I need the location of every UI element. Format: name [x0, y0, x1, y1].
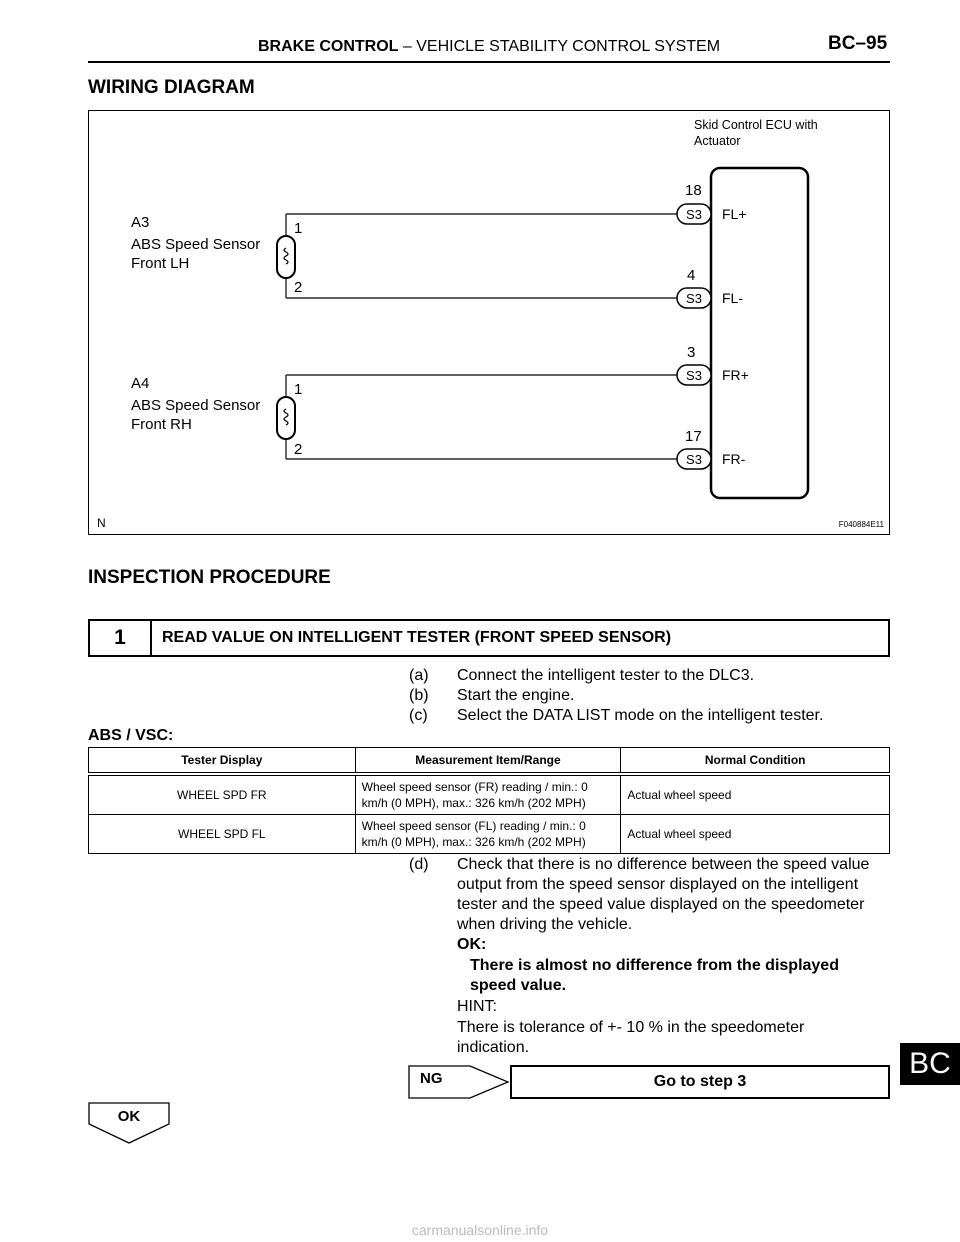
diagram-corner-mark: N	[97, 516, 106, 530]
ok-flow-label: OK	[117, 1108, 141, 1125]
cell-measurement-item	[355, 774, 621, 815]
wiring-diagram	[88, 110, 890, 535]
list-item-label: (c)	[409, 707, 428, 724]
speed-sensor-lh-icon	[277, 236, 295, 278]
data-list-table	[88, 747, 890, 854]
inspection-heading: INSPECTION PROCEDURE	[88, 567, 331, 588]
terminal-fl-minus-signal: FL-	[722, 290, 743, 306]
go-to-step-button[interactable]: Go to step 3	[510, 1065, 890, 1099]
figure-id: F040884E11	[838, 520, 884, 529]
step-title: READ VALUE ON INTELLIGENT TESTER (FRONT SPEED SENSOR)	[162, 629, 672, 646]
terminal-fr-plus-connector: S3	[686, 368, 702, 383]
table-row	[89, 815, 890, 854]
wiring-diagram-svg	[89, 111, 889, 534]
list-item-text: Start the engine.	[457, 687, 575, 704]
list-item-label: (a)	[409, 667, 429, 684]
sensor-rh-pin1: 1	[294, 381, 303, 398]
list-item-label: (d)	[409, 856, 429, 873]
header-title	[258, 38, 720, 56]
speed-sensor-rh-icon	[277, 397, 295, 439]
column-header: Normal Condition	[621, 748, 890, 775]
terminal-fl-plus-connector: S3	[686, 207, 702, 222]
sensor-lh-name-line1: ABS Speed Sensor	[131, 236, 261, 253]
ecu-label-line1: Skid Control ECU with	[694, 118, 818, 132]
cell-measurement-line2: km/h (0 MPH), max.: 326 km/h (202 MPH)	[361, 835, 586, 849]
terminal-fl-minus-connector: S3	[686, 291, 702, 306]
table-header-row	[89, 748, 890, 775]
section-tab: BC	[900, 1043, 960, 1085]
list-item	[409, 706, 823, 726]
sensor-rh-name-line2: Front RH	[131, 416, 192, 433]
cell-normal-condition: Actual wheel speed	[621, 774, 890, 815]
header-section: BRAKE CONTROL	[258, 38, 399, 55]
list-item	[409, 686, 574, 706]
terminal-fl-plus-pin: 18	[685, 182, 702, 199]
cell-tester-display: WHEEL SPD FR	[89, 774, 356, 815]
terminal-fr-minus-pin: 17	[685, 428, 702, 445]
wiring-diagram-heading: WIRING DIAGRAM	[88, 77, 255, 98]
list-item-label: (b)	[409, 687, 429, 704]
terminal-fr-minus-connector: S3	[686, 452, 702, 467]
hint-label: HINT:	[457, 998, 497, 1015]
header-rule	[88, 61, 890, 63]
hint-text: There is tolerance of +- 10 % in the speedometer indication.	[457, 1019, 805, 1056]
step-number: 1	[90, 621, 152, 655]
step-header	[88, 619, 890, 657]
list-item-text: Select the DATA LIST mode on the intelligent tester.	[457, 707, 824, 724]
watermark: carmanualsonline.info	[411, 1222, 549, 1238]
list-item-text: Connect the intelligent tester to the DLC3.	[457, 667, 755, 684]
sensor-rh-code: A4	[131, 375, 150, 392]
terminal-fl-minus-pin: 4	[687, 267, 696, 284]
sensor-rh-pin2: 2	[294, 441, 303, 458]
table-row	[89, 774, 890, 815]
cell-measurement-item	[355, 815, 621, 854]
ok-criteria: There is almost no difference from the displayed speed value.	[470, 957, 839, 994]
list-item	[409, 666, 754, 686]
table-label: ABS / VSC:	[88, 727, 174, 744]
cell-measurement-line2: km/h (0 MPH), max.: 326 km/h (202 MPH)	[361, 796, 586, 810]
sensor-lh-name-line2: Front LH	[131, 255, 190, 272]
cell-measurement-line1: Wheel speed sensor (FR) reading / min.: 0	[361, 780, 588, 794]
ecu-label-line2: Actuator	[694, 134, 741, 148]
column-header: Tester Display	[89, 748, 356, 775]
ng-label: NG	[420, 1070, 443, 1087]
terminal-fr-plus-pin: 3	[687, 344, 696, 361]
sensor-lh-code: A3	[131, 214, 150, 231]
header-separator: –	[402, 38, 412, 55]
terminal-fl-plus-signal: FL+	[722, 206, 747, 222]
list-item-d	[409, 855, 879, 935]
page-number: BC–95	[828, 33, 888, 54]
terminal-fr-plus-signal: FR+	[722, 367, 749, 383]
ok-label: OK:	[457, 936, 487, 953]
sensor-lh-pin1: 1	[294, 220, 303, 237]
sensor-rh-name-line1: ABS Speed Sensor	[131, 397, 261, 414]
cell-normal-condition: Actual wheel speed	[621, 815, 890, 854]
column-header: Measurement Item/Range	[355, 748, 621, 775]
cell-tester-display: WHEEL SPD FL	[89, 815, 356, 854]
cell-measurement-line1: Wheel speed sensor (FL) reading / min.: 0	[361, 819, 586, 833]
list-item-text: Check that there is no difference between the speed value output from the speed sensor displayed on the intelligent tester and the speed value displayed on the speedometer when driving the vehicle.	[457, 856, 870, 933]
header-subsection: VEHICLE STABILITY CONTROL SYSTEM	[416, 38, 721, 55]
terminal-fr-minus-signal: FR-	[722, 451, 746, 467]
sensor-lh-pin2: 2	[294, 279, 303, 296]
